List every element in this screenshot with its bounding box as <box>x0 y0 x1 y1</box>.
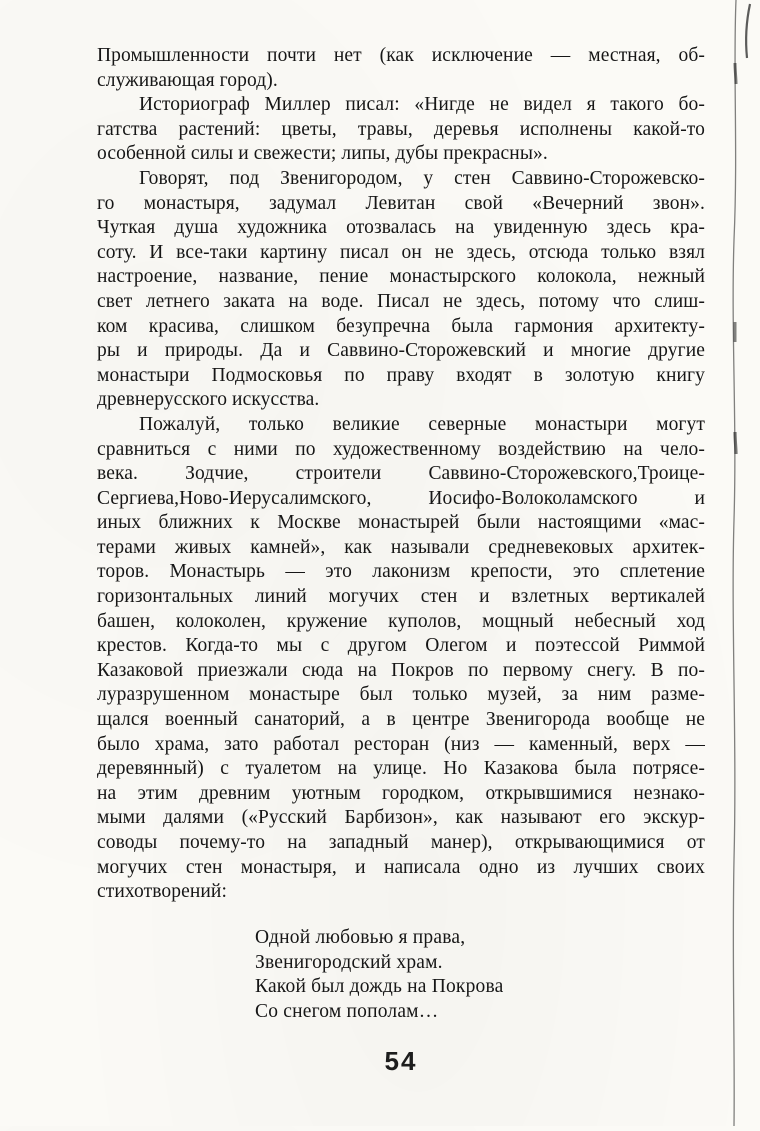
text-line: Казаковой приезжали сюда на Покров по первому снегу. В по- <box>97 659 705 681</box>
text-line: настроение, название, пение монастырского колокола, нежный <box>97 266 705 288</box>
text-line: Историограф Миллер писал: «Нигде не видел я такого бо- <box>139 94 705 116</box>
poem-stanza <box>255 926 705 1025</box>
text-line: луразрушенном монастыре был только музей, за ним разме- <box>97 684 705 706</box>
text-line: Сергиева,Ново-Иерусалимского, Иосифо-Волоколамского и <box>97 487 705 509</box>
text-line: было храма, зато работал ресторан (низ — каменный, верх — <box>97 733 705 755</box>
poem-line: Одной любовью я права, <box>255 926 466 948</box>
text-line: свет летнего заката на воде. Писал не здесь, потому что слиш- <box>97 290 705 312</box>
poem-line: Звенигородский храм. <box>255 951 443 973</box>
text-line: соводы почему-то на западный манер), открывающимися от <box>97 832 705 853</box>
text-line: древнерусского искусства. <box>97 389 320 411</box>
text-line: мыми далями («Русский Барбизон», как называют его экскур- <box>97 807 705 829</box>
text-line: башен, колоколен, кружение куполов, мощный небесный ход <box>97 610 705 632</box>
text-line: терами живых камней», как называли средневековых архитек- <box>97 536 705 558</box>
text-line: ком красива, слишком безупречна была гармония архитекту- <box>97 315 705 337</box>
text-line: гатства растений: цветы, травы, деревья исполнены какой-то <box>97 118 705 140</box>
text-line: служивающая город). <box>97 69 278 91</box>
text-line: соту. И все-таки картину писал он не здесь, отсюда только взял <box>97 241 705 263</box>
text-line: го монастыря, задумал Левитан свой «Вечерний звон». <box>97 192 705 214</box>
text-line: особенной силы и свежести; липы, дубы прекрасны». <box>97 143 548 165</box>
text-line: деревянный) с туалетом на улице. Но Казакова была потрясе- <box>97 758 705 780</box>
text-line: века. Зодчие, строители Саввино-Сторожевского,Троице- <box>97 463 705 485</box>
text-line: Пожалуй, только великие северные монастыри могут <box>139 413 705 435</box>
text-line: могучих стен монастыря, и написала одно из лучших своих <box>97 856 705 878</box>
text-line: Чуткая душа художника отозвалась на увиденную здесь кра- <box>97 217 705 239</box>
page-number: 54 <box>384 1046 418 1076</box>
text-line: крестов. Когда-то мы с другом Олегом и поэтессой Риммой <box>97 635 705 657</box>
text-line: на этим древним уютным городком, открывшимися незнако- <box>97 782 705 804</box>
text-line: Промышленности почти нет (как исключение — местная, об- <box>97 45 705 66</box>
poem-line: Какой был дождь на Покрова <box>255 976 504 998</box>
text-line: монастыри Подмосковья по праву входят в золотую книгу <box>97 364 705 386</box>
text-line: Говорят, под Звенигородом, у стен Саввино-Сторожевско- <box>139 167 705 189</box>
text-line: иных ближних к Москве монастырей были настоящими «мас- <box>97 512 705 534</box>
text-line: щался военный санаторий, а в центре Звенигорода вообще не <box>97 709 705 731</box>
body-paragraph <box>97 167 705 413</box>
text-line: торов. Монастырь — это лаконизм крепости, это сплетение <box>97 561 705 583</box>
text-line: горизонтальных линий могучих стен и взлетных вертикалей <box>97 586 705 608</box>
text-line: ры и природы. Да и Саввино-Сторожевский и многие другие <box>97 340 705 362</box>
poem-line: Со снегом пополам… <box>255 1001 439 1023</box>
body-paragraph <box>97 93 705 167</box>
body-paragraph <box>97 44 705 93</box>
body-paragraph <box>97 413 705 905</box>
text-line: сравниться с ними по художественному воздействию на чело- <box>97 438 705 460</box>
text-line: стихотворений: <box>97 881 227 903</box>
body-text <box>97 44 705 1025</box>
